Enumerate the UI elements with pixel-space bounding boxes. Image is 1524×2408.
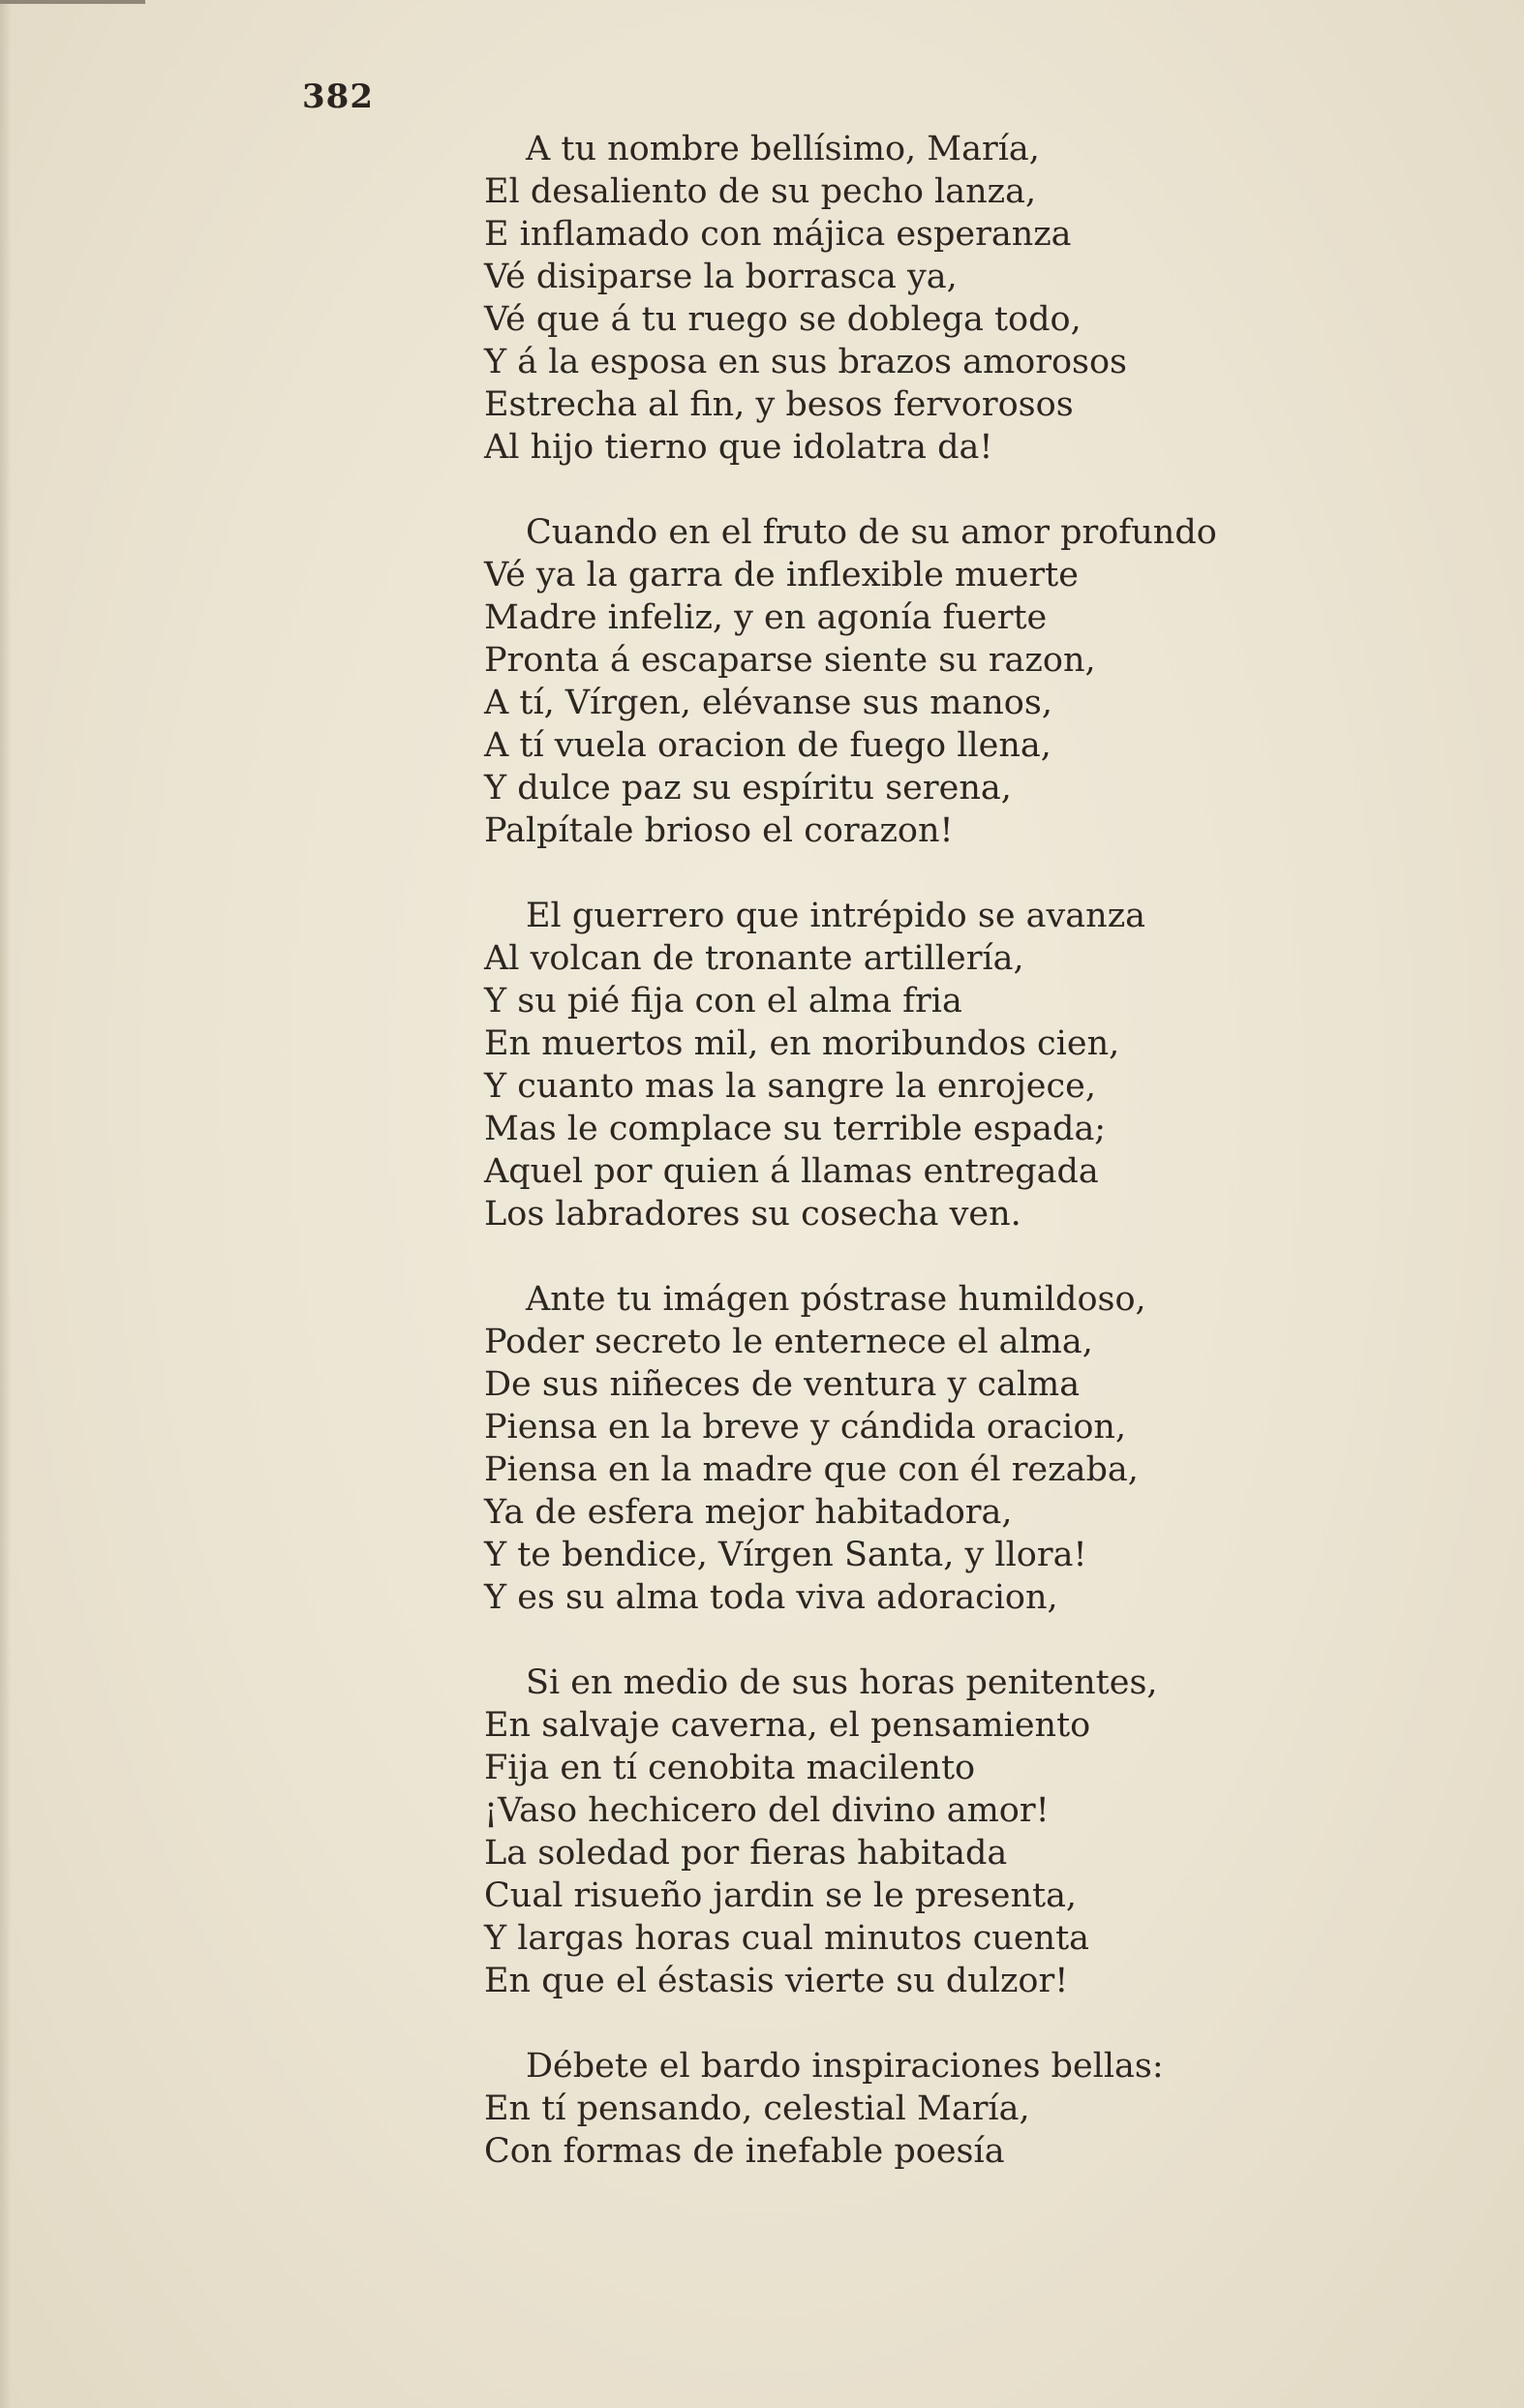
verse-line: Y dulce paz su espíritu serena, [484,769,1012,808]
verse-line: El desaliento de su pecho lanza, [484,172,1037,211]
verse-line: Pronta á escaparse siente su razon, [484,641,1096,680]
stanza-4 [484,1278,1472,1619]
page-edge-shadow [0,0,12,2408]
verse-line: En salvaje caverna, el pensamiento [484,1706,1091,1745]
verse-line: A tí, Vírgen, elévanse sus manos, [484,684,1052,722]
verse-line: Al hijo tierno que idolatra da! [484,428,993,467]
verse-line: Piensa en la breve y cándida oracion, [484,1408,1127,1447]
stanza-3 [484,895,1472,1235]
verse-line: Y cuanto mas la sangre la enrojece, [484,1067,1096,1106]
verse-line: Y es su alma toda viva adoracion, [484,1578,1058,1617]
verse-line: Vé ya la garra de inflexible muerte [484,556,1079,594]
stanza-2 [484,511,1472,852]
verse-line: Ya de esfera mejor habitadora, [484,1493,1013,1532]
verse-line: Poder secreto le enternece el alma, [484,1323,1093,1361]
verse-line: Y te bendice, Vírgen Santa, y llora! [484,1536,1087,1574]
verse-line: Y su pié fija con el alma fria [484,982,962,1021]
verse-line: Ante tu imágen póstrase humildoso, [526,1280,1146,1319]
verse-line: A tu nombre bellísimo, María, [526,130,1040,168]
verse-line: La soledad por fieras habitada [484,1834,1008,1873]
verse-line: Cuando en el fruto de su amor profundo [526,513,1217,552]
verse-line: Cual risueño jardin se le presenta, [484,1876,1078,1915]
verse-line: Y largas horas cual minutos cuenta [484,1919,1090,1958]
verse-line: Débete el bardo inspiraciones bellas: [526,2047,1164,2086]
verse-line: Estrecha al fin, y besos fervorosos [484,385,1074,424]
verse-line: Fija en tí cenobita macilento [484,1749,976,1787]
verse-line: De sus niñeces de ventura y calma [484,1365,1081,1404]
verse-line: Mas le complace su terrible espada; [484,1110,1107,1148]
stanza-5 [484,1661,1472,2002]
verse-line: Vé disiparse la borrasca ya, [484,258,958,296]
verse-line: Si en medio de sus horas penitentes, [526,1663,1158,1702]
verse-line: ¡Vaso hechicero del divino amor! [484,1791,1050,1830]
verse-line: Y á la esposa en sus brazos amorosos [484,343,1128,381]
verse-line: En que el éstasis vierte su dulzor! [484,1962,1069,2000]
page-number: 382 [302,77,374,116]
verse-line: Los labradores su cosecha ven. [484,1195,1021,1234]
verse-line: En tí pensando, celestial María, [484,2089,1030,2128]
stanza-6 [484,2045,1472,2173]
verse-line: Con formas de inefable poesía [484,2132,1005,2171]
verse-line: E inflamado con májica esperanza [484,215,1072,254]
poem [484,128,1472,2215]
verse-line: Al volcan de tronante artillería, [484,939,1024,978]
verse-line: Palpítale brioso el corazon! [484,811,954,850]
verse-line: En muertos mil, en moribundos cien, [484,1024,1120,1063]
verse-line: Madre infeliz, y en agonía fuerte [484,598,1048,637]
stanza-1 [484,128,1472,469]
verse-line: El guerrero que intrépido se avanza [526,897,1146,935]
verse-line: A tí vuela oracion de fuego llena, [484,726,1052,765]
verse-line: Piensa en la madre que con él rezaba, [484,1450,1139,1489]
top-rule [0,0,145,4]
verse-line: Vé que á tu ruego se doblega todo, [484,300,1082,339]
verse-line: Aquel por quien á llamas entregada [484,1152,1099,1191]
